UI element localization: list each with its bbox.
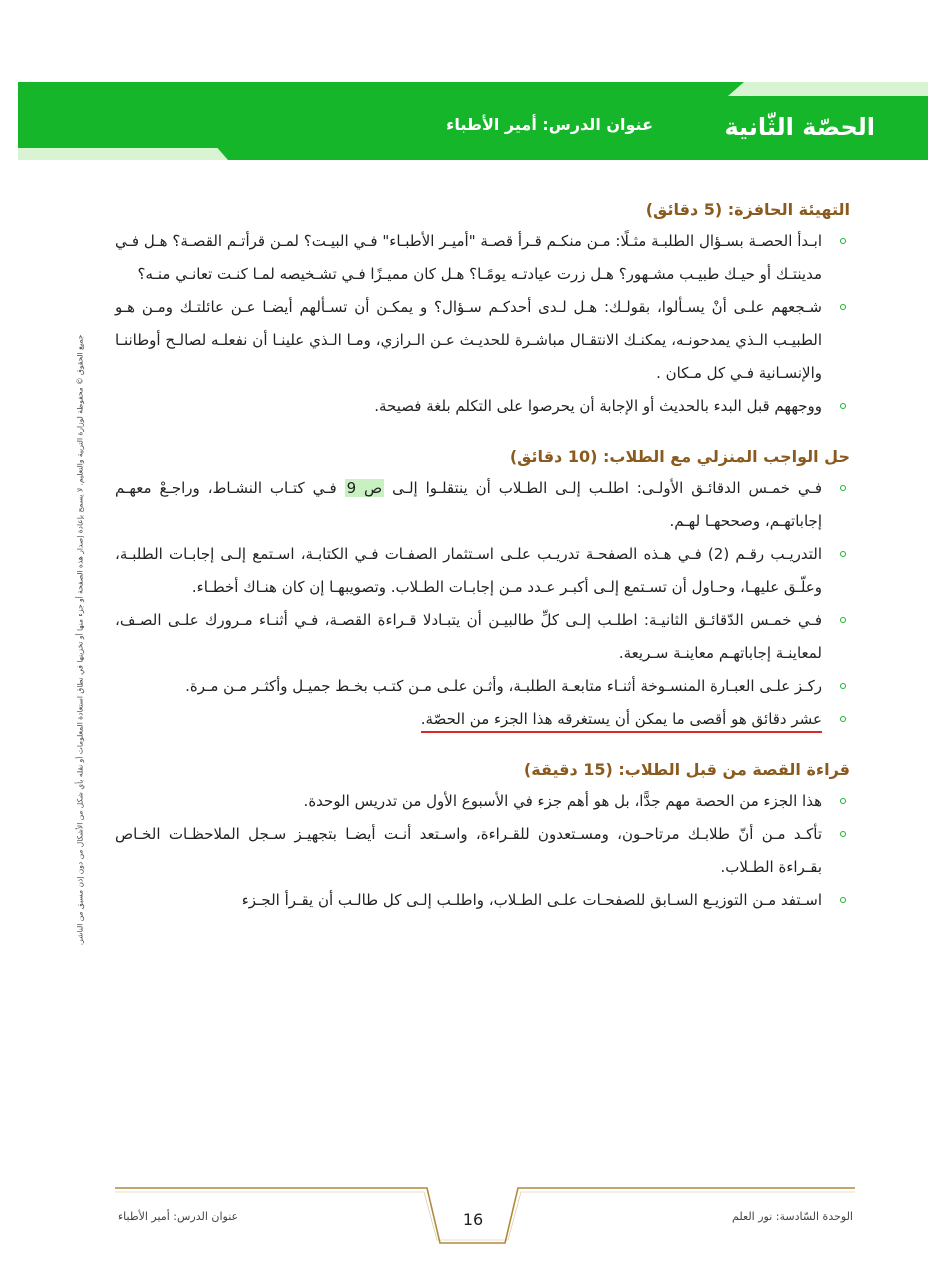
list-item-text: شـجعهم علـى أنْ يسـألوا، بقولـك: هـل لـدى أحدكـم سـؤال؟ و يمكـن أن تسـألهم أيضـا عـن عائلتـك ومـن هـو الطبيـب الـذي يمدحونـه، يمكنـك الانتقـال مباشـرة للحديـث عـن الـرازي، ومـا الـذي علينـا أن نفعلـه لصالـح أوطاننـا والإنسـانية فـي كل مـكان . bbox=[115, 298, 822, 382]
bullet-circle-icon bbox=[840, 617, 846, 623]
section-duration: (5 دقائق) bbox=[645, 200, 723, 219]
section-duration: (10 دقائق) bbox=[509, 447, 598, 466]
bullet-circle-icon bbox=[840, 403, 846, 409]
list-item bbox=[115, 291, 850, 390]
list-item-text: ركـز علـى العبـارة المنسـوخة أثنـاء متابعـة الطلبـة، وأثـن علـى مـن كتـب بخـط جميـل وأكثـر مـن مـرة. bbox=[185, 677, 822, 695]
warmup-list bbox=[115, 225, 850, 423]
section-warmup bbox=[115, 200, 850, 423]
section-title bbox=[115, 447, 850, 466]
time-limit-note: عشر دقائق هو أقصى ما يمكن أن يستغرقه هذا الجزء من الحصّة. bbox=[421, 710, 822, 733]
list-item bbox=[115, 472, 850, 538]
footer-unit: الوحدة السّادسة: نور العلم bbox=[732, 1210, 853, 1223]
list-item bbox=[115, 703, 850, 736]
list-item bbox=[115, 604, 850, 670]
list-item bbox=[115, 818, 850, 884]
list-item bbox=[115, 225, 850, 291]
section-title-text: التهيئة الحافزة: bbox=[727, 200, 850, 219]
list-item-text: تأكـد مـن أنّ طلابـك مرتاحـون، ومسـتعدون للقـراءة، واسـتعد أنـت أيضـا بتجهيـز سـجل الملاحظـات الخـاص بقـراءة الطـلاب. bbox=[115, 825, 822, 876]
list-item-text: ابـدأ الحصـة بسـؤال الطلبـة مثـلًا: مـن منكـم قـرأ قصـة "أميـر الأطبـاء" فـي البيـت؟ لمـن قرأتـم القصـة؟ هـل فـي مدينتـك أو حيـك طبيـب مشـهور؟ هـل زرت عيادتـه يومًـا؟ هـل كان مميـزًا فـي تشـخيصه لمـا كنـت تعانـي منـه؟ bbox=[115, 232, 822, 283]
section-reading bbox=[115, 760, 850, 917]
list-item bbox=[115, 670, 850, 703]
copyright-note: جميع الحقوق © محفوظة لوزارة التربية والتعليم. لا يسمح بإعادة إصدار هذه الصفحة أو جزء منها أو تخزينها في نطاق استعادة المعلومات أو نقله بأي شكل من الأشكال من دون إذن مسبق من الناشر. bbox=[75, 334, 85, 946]
bullet-circle-icon bbox=[840, 551, 846, 557]
homework-list bbox=[115, 472, 850, 736]
bullet-circle-icon bbox=[840, 683, 846, 689]
list-item-text: ووجههم قبل البدء بالحديث أو الإجابة أن يحرصوا على التكلم بلغة فصيحة. bbox=[374, 397, 822, 415]
section-title bbox=[115, 760, 850, 779]
page-number: 16 bbox=[462, 1210, 484, 1229]
section-duration: (15 دقيقة) bbox=[523, 760, 613, 779]
reading-list bbox=[115, 785, 850, 917]
bullet-circle-icon bbox=[840, 798, 846, 804]
section-title bbox=[115, 200, 850, 219]
bullet-circle-icon bbox=[840, 304, 846, 310]
list-item-text: هذا الجزء من الحصة مهم جدًّا، بل هو أهم جزء في الأسبوع الأول من تدريس الوحدة. bbox=[303, 792, 822, 810]
footer-lesson: عنوان الدرس: أمير الأطباء bbox=[118, 1210, 239, 1223]
list-item-text-part: فـي خمـس الدقائـق الأولـى: اطلـب إلـى الطـلاب أن ينتقلـوا إلـى bbox=[384, 479, 822, 497]
list-item bbox=[115, 390, 850, 423]
bullet-circle-icon bbox=[840, 716, 846, 722]
bullet-circle-icon bbox=[840, 897, 846, 903]
banner-decoration-top bbox=[728, 82, 928, 96]
list-item-text: اسـتفد مـن التوزيـع السـابق للصفحـات علـى الطـلاب، واطلـب إلـى كل طالـب أن يقـرأ الجـزء bbox=[241, 891, 822, 909]
bullet-circle-icon bbox=[840, 238, 846, 244]
lesson-title: عنوان الدرس: أمير الأطباء bbox=[446, 115, 653, 134]
lesson-part-title: الحصّة الثّانية bbox=[724, 113, 875, 141]
banner-decoration-bottom bbox=[18, 148, 228, 160]
list-item-text-part: فـي كتـاب النشـاط، وراجـعْ معهـم إجاباتهـم، وصححهـا لهـم. bbox=[115, 479, 822, 530]
list-item-text: فـي خمـس الدّقائـق الثانيـة: اطلـب إلـى كلِّ طالبيـن أن يتبـادلا قـراءة القصـة، فـي أثنـاء مـرورك علـى الصـف، لمعاينـة إجاباتهـم معاينـة سـريعة. bbox=[115, 611, 822, 662]
bullet-circle-icon bbox=[840, 485, 846, 491]
list-item bbox=[115, 884, 850, 917]
list-item-text: التدريـب رقـم (2) فـي هـذه الصفحـة تدريـب علـى اسـتثمار الصفـات فـي الكتابـة، اسـتمع إلـى إجابـات الطلبـة، وعلّـق عليهـا، وحـاول أن تسـتمع إلـى أكبـر عـدد مـن إجابـات الطـلاب. وتصويبهـا إن كان هنـاك أخطـاء. bbox=[115, 545, 823, 596]
section-homework bbox=[115, 447, 850, 736]
section-title-text: قراءة القصة من قبل الطلاب: bbox=[618, 760, 850, 779]
list-item bbox=[115, 785, 850, 818]
list-item bbox=[115, 538, 850, 604]
main-content bbox=[115, 200, 850, 941]
section-title-text: حل الواجب المنزلي مع الطلاب: bbox=[602, 447, 850, 466]
bullet-circle-icon bbox=[840, 831, 846, 837]
page-reference-highlight: ص 9 bbox=[346, 479, 383, 497]
